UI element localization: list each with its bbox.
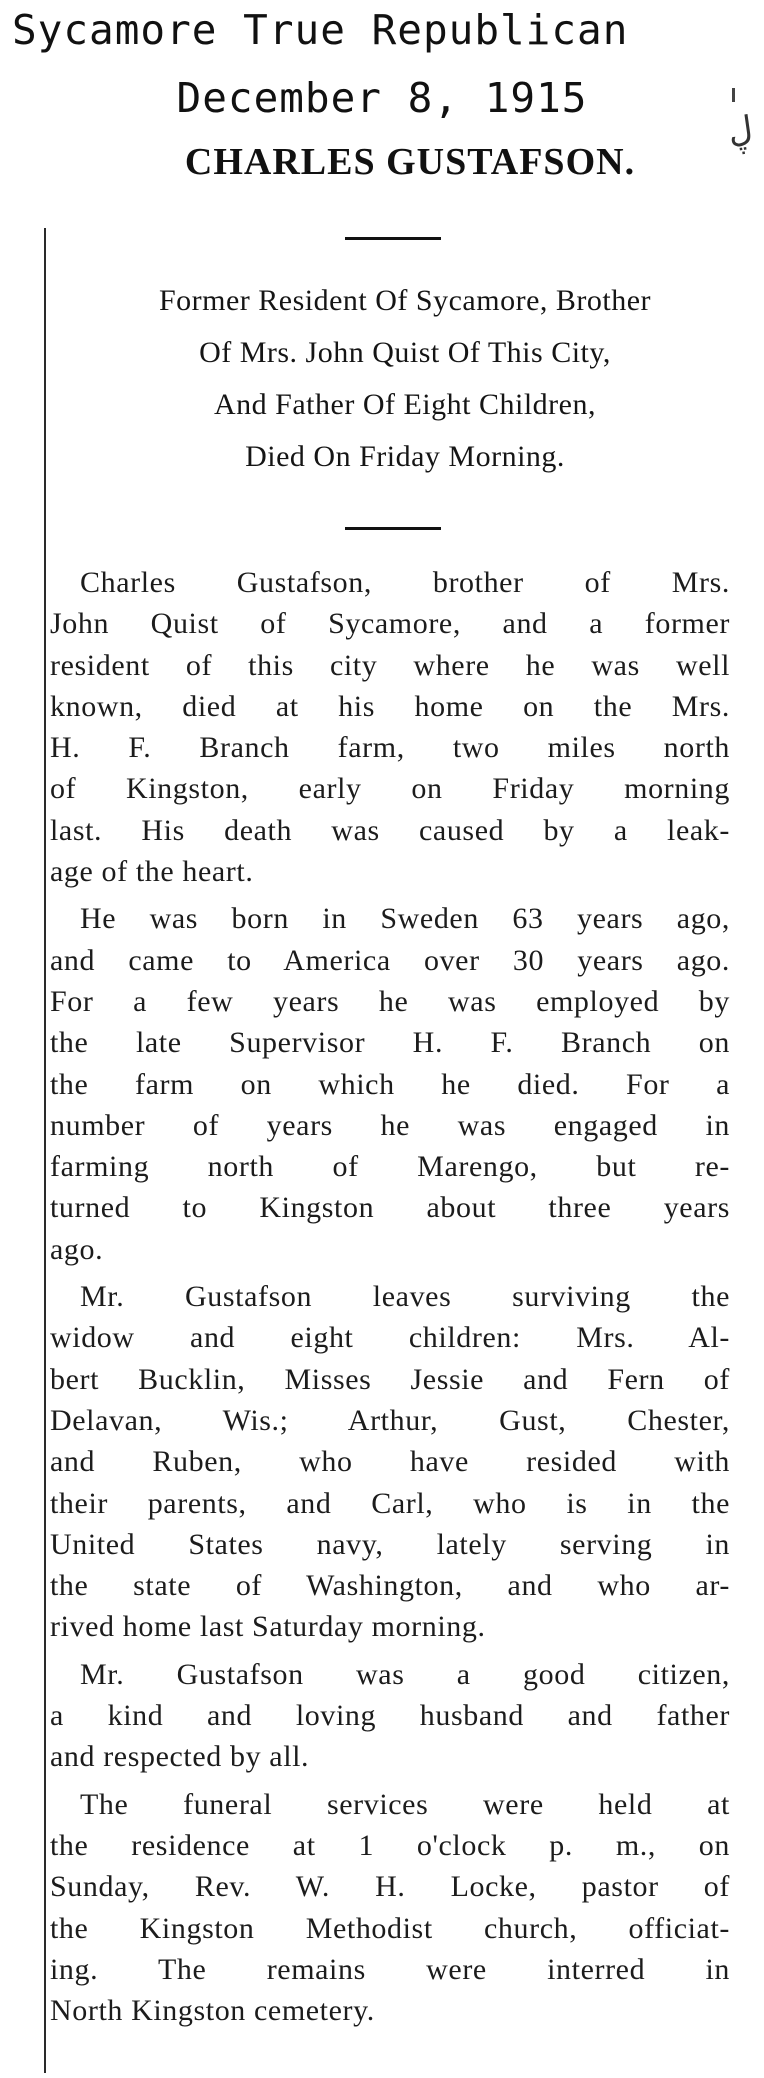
headline-divider (345, 237, 441, 240)
article-line: age of the heart. (50, 855, 254, 889)
subhead-line: Of Mrs. John Quist Of This City, (199, 336, 611, 369)
article-line: last. His death was caused by a leak- (50, 813, 730, 847)
article-line: ing. The remains were interred in (50, 1952, 730, 1986)
article-line: a kind and loving husband and father (50, 1699, 730, 1733)
column-rule (44, 228, 46, 2073)
article-paragraph (50, 1784, 730, 2032)
article-line: their parents, and Carl, who is in the (50, 1486, 730, 1520)
article-paragraph (50, 1276, 730, 1648)
subhead-line: And Father Of Eight Children, (214, 388, 596, 421)
article-line: The funeral services were held at (80, 1787, 730, 1821)
article-line: known, died at his home on the Mrs. (50, 689, 730, 723)
article-line: and came to America over 30 years ago. (50, 943, 730, 977)
article-line: United States navy, lately serving in (50, 1527, 730, 1561)
subhead-line: Died On Friday Morning. (245, 440, 565, 473)
article-line: Delavan, Wis.; Arthur, Gust, Chester, (50, 1403, 730, 1437)
publication-date: December 8, 1915 (176, 74, 588, 122)
article-line: He was born in Sweden 63 years ago, (80, 902, 730, 936)
article-line: and respected by all. (50, 1740, 310, 1774)
article-line: and Ruben, who have resided with (50, 1445, 730, 1479)
article-line: John Quist of Sycamore, and a former (50, 607, 730, 641)
article-line: the state of Washington, and who ar- (50, 1569, 730, 1603)
article-line: turned to Kingston about three years (50, 1191, 730, 1225)
subhead-divider (345, 527, 441, 530)
article-line: number of years he was engaged in (50, 1108, 730, 1142)
article-line: the farm on which he died. For a (50, 1067, 730, 1101)
article-line: Mr. Gustafson leaves surviving the (80, 1280, 730, 1314)
article-line: resident of this city where he was well (50, 648, 730, 682)
article-line: widow and eight children: Mrs. Al- (50, 1321, 730, 1355)
article-line: rived home last Saturday morning. (50, 1610, 486, 1644)
article-line: bert Bucklin, Misses Jessie and Fern of (50, 1362, 730, 1396)
article-paragraph (50, 1654, 730, 1778)
article-line: For a few years he was employed by (50, 984, 730, 1018)
article-line: farming north of Marengo, but re- (50, 1150, 730, 1184)
article-paragraph (50, 898, 730, 1270)
article-line: of Kingston, early on Friday morning (50, 772, 730, 806)
article-line: the late Supervisor H. F. Branch on (50, 1026, 730, 1060)
article-headline: CHARLES GUSTAFSON. (184, 141, 636, 183)
masthead-title: Sycamore True Republican (12, 6, 629, 54)
article-line: Charles Gustafson, brother of Mrs. (80, 566, 730, 599)
article-line: North Kingston cemetery. (50, 1994, 375, 2028)
article-paragraph (50, 562, 730, 892)
margin-handwritten-mark: ڸ (725, 110, 756, 151)
article-line: Mr. Gustafson was a good citizen, (80, 1657, 730, 1691)
margin-tick-mark (732, 88, 735, 102)
article-subheadline (60, 275, 750, 483)
article-line: Sunday, Rev. W. H. Locke, pastor of (50, 1870, 730, 1904)
article-line: H. F. Branch farm, two miles north (50, 731, 730, 765)
article-line: the Kingston Methodist church, officiat- (50, 1911, 730, 1945)
article-body (50, 562, 730, 2037)
subhead-line: Former Resident Of Sycamore, Brother (158, 284, 652, 317)
article-line: ago. (50, 1232, 104, 1266)
article-line: the residence at 1 o'clock p. m., on (50, 1828, 730, 1862)
